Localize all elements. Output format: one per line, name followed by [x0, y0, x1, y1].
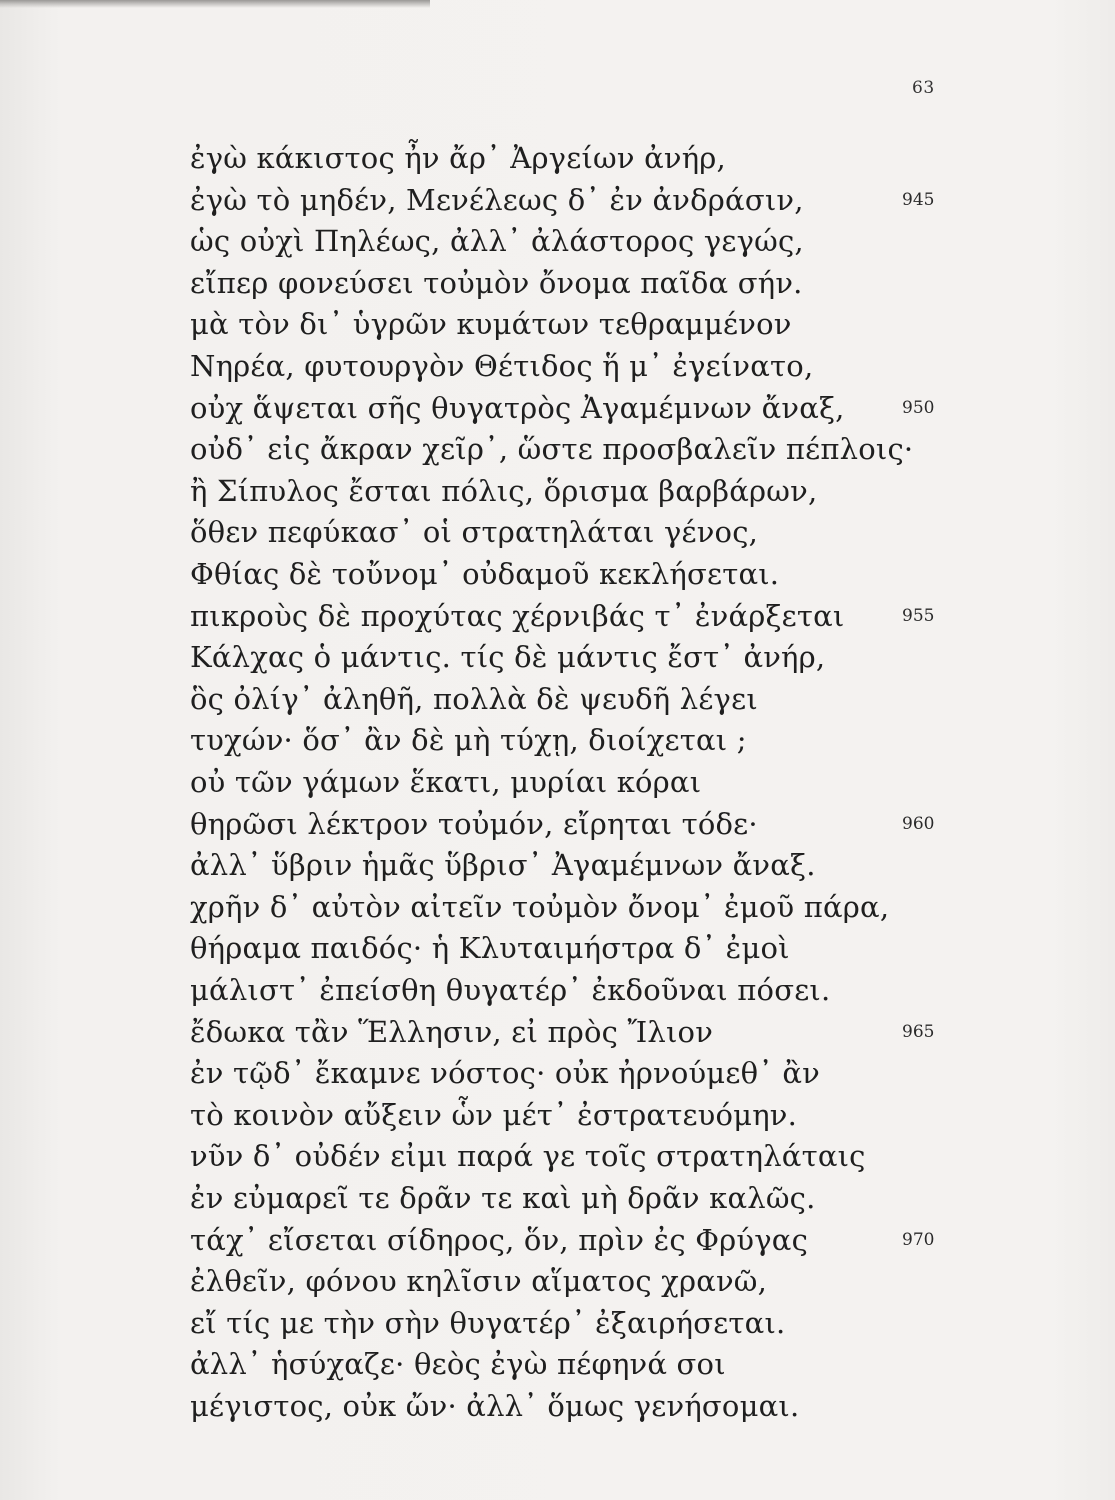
verse-line: νῦν δ᾽ οὐδέν εἰμι παρά γε τοῖς στρατηλάταις	[190, 1139, 866, 1174]
verse-line: οὐχ ἅψεται σῆς θυγατρὸς Ἀγαμέμνων ἄναξ,	[190, 390, 845, 425]
line-number: 965	[902, 1021, 935, 1042]
verse-line: ἀλλ᾽ ὕβριν ἡμᾶς ὕβρισ᾽ Ἀγαμέμνων ἄναξ.	[190, 848, 816, 883]
line-number: 970	[902, 1229, 935, 1250]
verse-line: θήραμα παιδός· ἡ Κλυταιμήστρα δ᾽ ἐμοὶ	[190, 931, 790, 966]
line-number: 960	[902, 813, 935, 834]
top-edge-shadow	[0, 0, 430, 8]
verse-line: ἐν εὐμαρεῖ τε δρᾶν τε καὶ μὴ δρᾶν καλῶς.	[190, 1181, 816, 1215]
verse-line: ἐγὼ τὸ μηδέν, Μενέλεως δ᾽ ἐν ἀνδράσιν,	[190, 182, 804, 217]
verse-line: Κάλχας ὁ μάντις. τίς δὲ μάντις ἔστ᾽ ἀνήρ,	[190, 640, 826, 675]
verse-line: ἢ Σίπυλος ἔσται πόλις, ὅρισμα βαρβάρων,	[190, 473, 818, 508]
verse-line: μέγιστος, οὐκ ὤν· ἀλλ᾽ ὅμως γενήσομαι.	[190, 1389, 800, 1423]
verse-line: μάλιστ᾽ ἐπείσθη θυγατέρ᾽ ἐκδοῦναι πόσει.	[190, 973, 831, 1007]
line-number: 955	[902, 605, 935, 626]
verse-line: οὐδ᾽ εἰς ἄκραν χεῖρ᾽, ὥστε προσβαλεῖν πέπλοις·	[190, 432, 914, 467]
page-number: 63	[912, 78, 935, 98]
verse-line: ὃς ὀλίγ᾽ ἀληθῆ, πολλὰ δὲ ψευδῆ λέγει	[190, 681, 758, 716]
verse-line: μὰ τὸν δι᾽ ὑγρῶν κυμάτων τεθραμμένον	[190, 307, 792, 342]
verse-line: ἐλθεῖν, φόνου κηλῖσιν αἵματος χρανῶ,	[190, 1264, 768, 1299]
verse-line: τυχών· ὅσ᾽ ἂν δὲ μὴ τύχῃ, διοίχεται ;	[190, 723, 747, 758]
verse-line: ὡς οὐχὶ Πηλέως, ἀλλ᾽ ἀλάστορος γεγώς,	[190, 224, 804, 259]
verse-line: ὅθεν πεφύκασ᾽ οἱ στρατηλάται γένος,	[190, 515, 759, 550]
verse-line: θηρῶσι λέκτρον τοὐμόν, εἴρηται τόδε·	[190, 806, 758, 841]
verse-line: ἔδωκα τἂν Ἕλλησιν, εἰ πρὸς Ἴλιον	[190, 1014, 714, 1049]
verse-line: οὐ τῶν γάμων ἕκατι, μυρίαι κόραι	[190, 765, 702, 799]
verse-line: ἐν τῷδ᾽ ἔκαμνε νόστος· οὐκ ἠρνούμεθ᾽ ἂν	[190, 1056, 820, 1091]
verse-line: τάχ᾽ εἴσεται σίδηρος, ὅν, πρὶν ἐς Φρύγας	[190, 1222, 809, 1257]
line-number: 950	[902, 397, 935, 418]
verse-line: χρῆν δ᾽ αὐτὸν αἰτεῖν τοὐμὸν ὄνομ᾽ ἐμοῦ πάρα,	[190, 889, 890, 924]
verse-line: Νηρέα, φυτουργὸν Θέτιδος ἥ μ᾽ ἐγείνατο,	[190, 349, 814, 383]
verse-line: ἐγὼ κάκιστος ἦν ἄρ᾽ Ἀργείων ἀνήρ,	[190, 141, 726, 175]
line-number: 945	[902, 189, 935, 210]
verse-line: πικροὺς δὲ προχύτας χέρνιβάς τ᾽ ἐνάρξεται	[190, 598, 845, 633]
verse-line: εἴ τίς με τὴν σὴν θυγατέρ᾽ ἐξαιρήσεται.	[190, 1305, 786, 1340]
verse-line: Φθίας δὲ τοὔνομ᾽ οὐδαμοῦ κεκλήσεται.	[190, 557, 780, 591]
verse-line: τὸ κοινὸν αὔξειν ὧν μέτ᾽ ἐστρατευόμην.	[190, 1097, 798, 1132]
verse-line: εἴπερ φονεύσει τοὐμὸν ὄνομα παῖδα σήν.	[190, 265, 803, 300]
verse-line: ἀλλ᾽ ἡσύχαζε· θεὸς ἐγὼ πέφηνά σοι	[190, 1347, 726, 1382]
